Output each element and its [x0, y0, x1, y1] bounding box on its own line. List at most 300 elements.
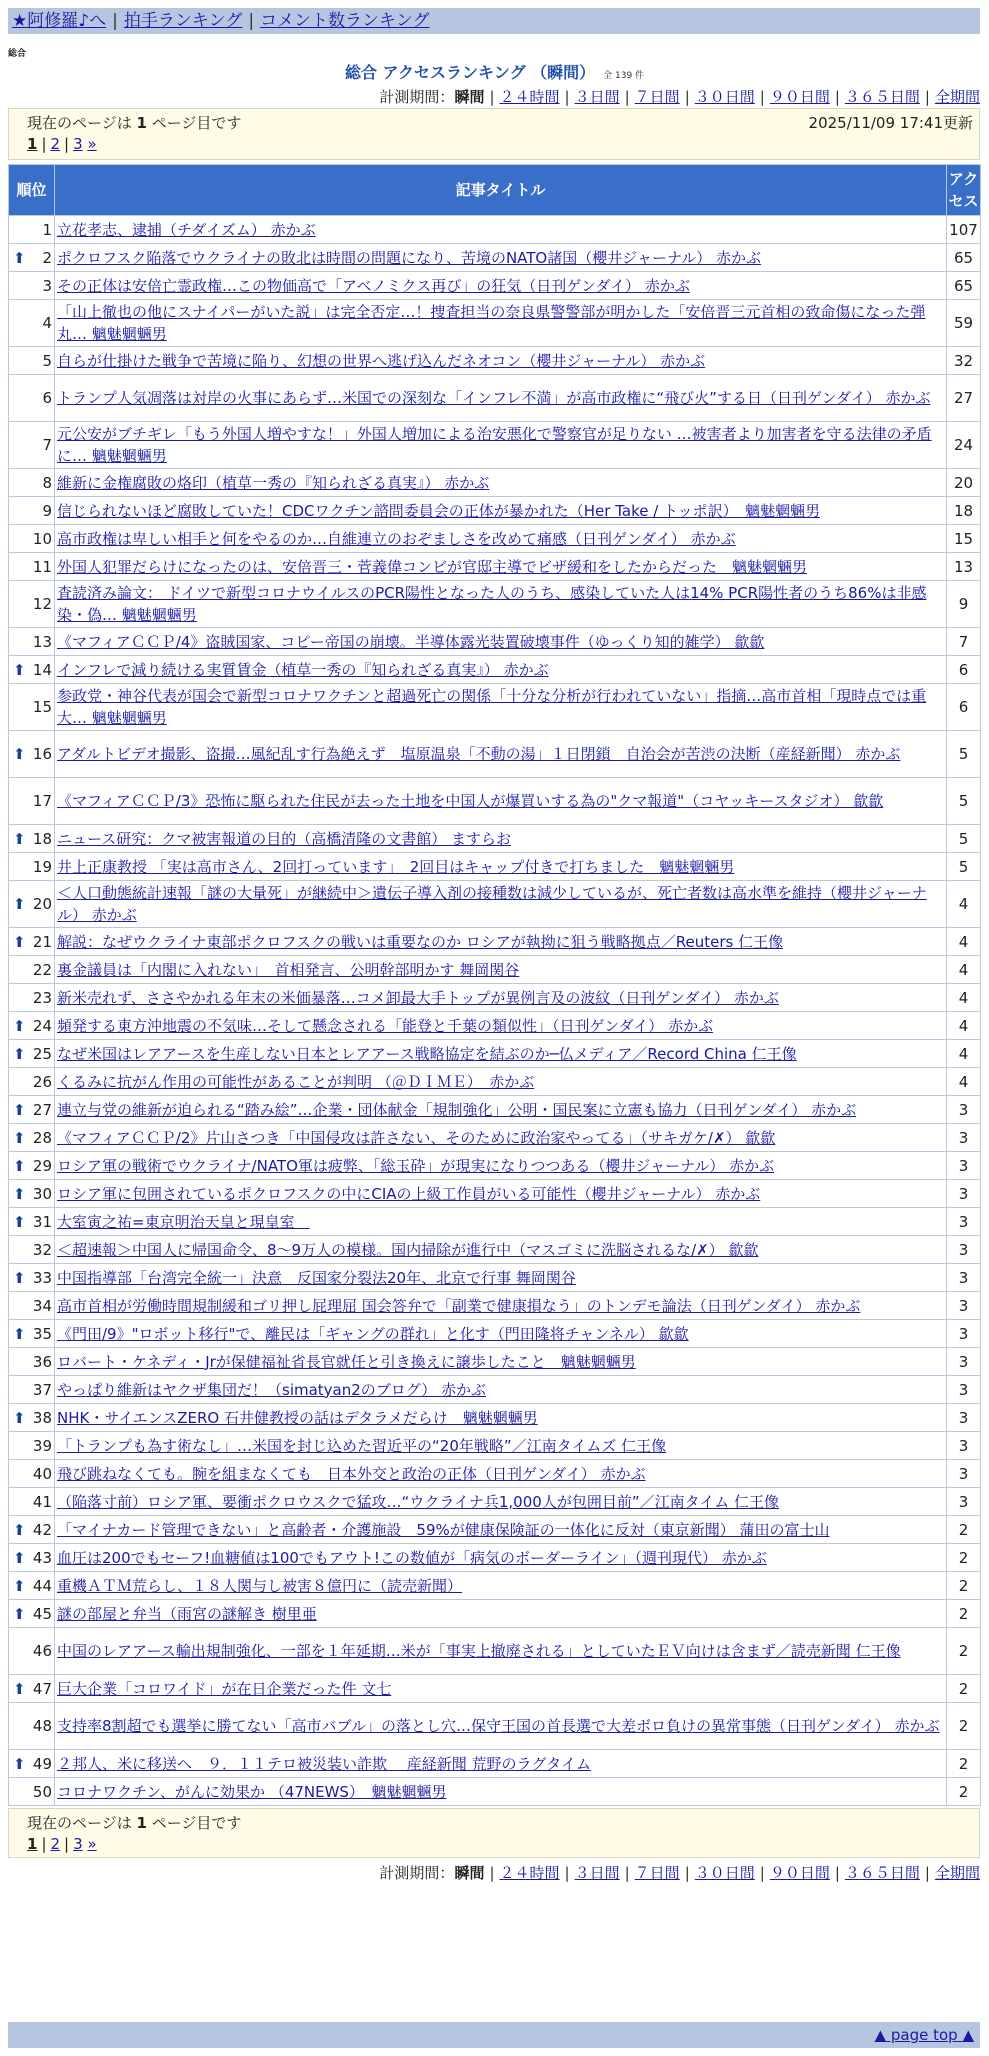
rank-cell — [9, 684, 55, 731]
title-cell — [55, 1488, 947, 1516]
rank-cell — [9, 525, 55, 553]
page-separator: | — [41, 135, 47, 153]
table-row — [9, 1600, 981, 1628]
up-arrow-icon: ⬆ — [13, 895, 26, 913]
period-link[interactable]: ３６５日間 — [844, 1864, 920, 1882]
up-arrow-icon: ⬆ — [13, 248, 26, 267]
table-row — [9, 1068, 981, 1096]
period-label: 計測期間： — [379, 88, 455, 106]
rank-cell — [9, 469, 55, 497]
article-link[interactable]: ニュース研究：クマ被害報道の目的（高橋清隆の文書館） ますらお — [57, 829, 512, 848]
table-row — [9, 1703, 981, 1750]
rank-cell — [9, 928, 55, 956]
period-separator: | — [924, 1864, 930, 1882]
table-row — [9, 1040, 981, 1068]
up-arrow-icon: ⬆ — [13, 1128, 26, 1147]
table-row — [9, 469, 981, 497]
rank-number: 24 — [32, 1016, 52, 1035]
rank-cell — [9, 1348, 55, 1376]
rank-cell — [9, 1208, 55, 1236]
rank-number: 45 — [32, 1604, 52, 1623]
period-link[interactable]: ３６５日間 — [844, 88, 920, 106]
up-arrow-icon: ⬆ — [13, 829, 26, 848]
rank-number: 39 — [32, 1436, 52, 1455]
table-row — [9, 497, 981, 525]
rank-cell — [9, 1516, 55, 1544]
rank-cell — [9, 731, 55, 778]
title-cell — [55, 553, 947, 581]
rank-number: 33 — [32, 1268, 52, 1287]
page-suffix: ページ目です — [151, 1814, 242, 1832]
table-row — [9, 422, 981, 469]
article-link[interactable]: 《マフィアＣＣＰ/4》盗賊国家、コピー帝国の崩壊。半導体露光装置破壊事件（ゆっくり知的雑学） 歙歙 — [57, 632, 765, 651]
access-count: 7 — [947, 628, 981, 656]
period-link[interactable]: ７日間 — [634, 1864, 680, 1882]
table-row — [9, 1096, 981, 1124]
rank-number: 40 — [32, 1464, 52, 1483]
article-link[interactable]: 飛び跳ねなくても。腕を組まなくても 日本外交と政治の正体（日刊ゲンダイ） 赤かぶ — [57, 1464, 646, 1483]
period-current: 瞬間 — [454, 88, 485, 106]
access-count: 2 — [947, 1778, 981, 1806]
title-cell — [55, 1012, 947, 1040]
title-cell — [55, 422, 947, 469]
rank-cell — [9, 1600, 55, 1628]
access-count: 3 — [947, 1152, 981, 1180]
access-count: 18 — [947, 497, 981, 525]
period-separator: | — [759, 88, 765, 106]
page-link[interactable]: 2 — [50, 135, 61, 153]
article-link[interactable]: 重機ＡＴＭ荒らし、１８人関与し被害８億円に（読売新聞） — [57, 1576, 463, 1595]
article-link[interactable]: インフレで減り続ける実質賃金（植草一秀の『知られざる真実』） 赤かぶ — [57, 660, 549, 679]
article-link[interactable]: 参政党・神谷代表が国会で新型コロナワクチンと超過死亡の関係「十分な分析が行われていない」指摘…高市首相「現時点では重大… 魑魅魍魎男 — [57, 687, 927, 727]
table-row — [9, 347, 981, 375]
rank-number: 14 — [32, 660, 52, 679]
nav-separator: | — [112, 11, 118, 31]
article-link[interactable]: ２邦人、米に移送へ ９．１１テロ被災装い詐欺 産経新聞 荒野のラグタイム — [57, 1754, 591, 1773]
period-separator: | — [924, 88, 930, 106]
rank-cell — [9, 1703, 55, 1750]
page-separator: | — [64, 135, 70, 153]
title-cell — [55, 1152, 947, 1180]
up-arrow-icon: ⬆ — [13, 1408, 26, 1427]
rank-number: 20 — [32, 895, 52, 913]
article-link[interactable]: 「山上徹也の他にスナイパーがいた説」は完全否定…！捜査担当の奈良県警警部が明かした「安倍晋三元首相の致命傷になった弾丸… 魑魅魍魎男 — [57, 303, 926, 343]
title-cell — [55, 1404, 947, 1432]
table-row — [9, 244, 981, 272]
rank-cell — [9, 497, 55, 525]
table-row — [9, 1208, 981, 1236]
article-link[interactable]: 連立与党の維新が迫られる“踏み絵”…企業・団体献金「規制強化」公明・国民案に立憲も協力（日刊ゲンダイ） 赤かぶ — [57, 1100, 857, 1119]
article-link[interactable]: 大室寅之祐=東京明治天皇と現皇室 — [57, 1212, 310, 1231]
page-prefix: 現在のページは — [27, 1814, 132, 1832]
article-link[interactable]: 高市政権は卑しい相手と何をやるのか…自維連立のおぞましさを改めて痛感（日刊ゲンダイ） 赤かぶ — [57, 529, 736, 548]
rank-cell — [9, 1180, 55, 1208]
table-row — [9, 853, 981, 881]
period-link[interactable]: 全期間 — [934, 1864, 980, 1882]
rank-number: 49 — [32, 1754, 52, 1773]
title-cell — [55, 1778, 947, 1806]
rank-cell — [9, 956, 55, 984]
article-link[interactable]: ロバート・ケネディ・Jrが保健福祉省長官就任と引き換えに譲歩したこと 魑魅魍魎男 — [57, 1352, 636, 1371]
period-link[interactable]: ３０日間 — [694, 88, 755, 106]
title-cell — [55, 1320, 947, 1348]
title-cell — [55, 1432, 947, 1460]
access-count: 3 — [947, 1292, 981, 1320]
header-title: 記事タイトル — [55, 165, 947, 216]
table-row — [9, 581, 981, 628]
period-link[interactable]: ２４時間 — [499, 1864, 560, 1882]
table-row — [9, 1180, 981, 1208]
access-count: 5 — [947, 825, 981, 853]
table-row — [9, 1544, 981, 1572]
table-row — [9, 1124, 981, 1152]
rank-cell — [9, 825, 55, 853]
rank-cell — [9, 1750, 55, 1778]
period-separator: | — [684, 88, 690, 106]
title-cell — [55, 1236, 947, 1264]
article-link[interactable]: 頻発する東方沖地震の不気味…そして懸念される「能登と千葉の類似性」（日刊ゲンダイ） 赤かぶ — [57, 1016, 714, 1035]
period-link[interactable]: ９０日間 — [769, 88, 830, 106]
rank-number: 6 — [42, 389, 52, 407]
up-arrow-icon: ⬆ — [13, 1212, 26, 1231]
title-cell — [55, 300, 947, 347]
access-count: 5 — [947, 778, 981, 825]
top-nav-bar — [8, 8, 980, 34]
article-link[interactable]: トランプ人気凋落は対岸の火事にあらず…米国での深刻な「インフレ不満」が高市政権に“飛び火”する日（日刊ゲンダイ） 赤かぶ — [57, 389, 931, 407]
rank-number: 17 — [32, 792, 52, 810]
article-link[interactable]: コロナワクチン、がんに効果か （47NEWS） 魑魅魍魎男 — [57, 1782, 447, 1801]
rank-cell — [9, 1292, 55, 1320]
rank-number: 31 — [32, 1212, 52, 1231]
article-link[interactable]: 「マイナカード管理できない」と高齢者・介護施設 59%が健康保険証の一体化に反対（東京新聞） 蒲田の富士山 — [57, 1520, 830, 1539]
pager-bottom — [8, 1808, 980, 1858]
access-count: 3 — [947, 1460, 981, 1488]
article-link[interactable]: くるみに抗がん作用の可能性があることが判明 （＠ＤＩＭＥ） 赤かぶ — [57, 1072, 535, 1091]
current-page-number: 1 — [136, 114, 147, 132]
rank-cell — [9, 853, 55, 881]
home-link[interactable]: ★阿修羅♪へ — [12, 11, 107, 31]
rank-number: 13 — [32, 632, 52, 651]
rank-cell — [9, 1068, 55, 1096]
rank-number: 2 — [42, 248, 52, 267]
rank-number: 27 — [32, 1100, 52, 1119]
rank-cell — [9, 1544, 55, 1572]
title-cell — [55, 628, 947, 656]
access-count: 3 — [947, 1320, 981, 1348]
access-count: 4 — [947, 881, 981, 928]
rank-cell — [9, 628, 55, 656]
up-arrow-icon: ⬆ — [13, 1184, 26, 1203]
up-arrow-icon: ⬆ — [13, 1016, 26, 1035]
article-link[interactable]: 中国指導部「台湾完全統一」決意 反国家分裂法20年、北京で行事 舞岡関谷 — [57, 1268, 576, 1287]
table-row — [9, 1292, 981, 1320]
rank-number: 38 — [32, 1408, 52, 1427]
table-row — [9, 684, 981, 731]
access-count: 15 — [947, 525, 981, 553]
title-cell — [55, 581, 947, 628]
rank-cell — [9, 347, 55, 375]
table-row — [9, 1675, 981, 1703]
current-page-text — [27, 1812, 241, 1833]
rank-cell — [9, 1376, 55, 1404]
article-link[interactable]: 信じられないほど腐敗していた！CDCワクチン諮問委員会の正体が暴かれた（Her Take / トッポ訳） 魑魅魍魎男 — [57, 501, 821, 520]
article-link[interactable]: ロシア軍に包囲されているポクロフスクの中にCIAの上級工作員がいる可能性（櫻井ジャーナル） 赤かぶ — [57, 1184, 761, 1203]
article-link[interactable]: 維新に金権腐敗の烙印（植草一秀の『知られざる真実』） 赤かぶ — [57, 473, 490, 492]
rank-number: 15 — [32, 698, 52, 716]
rank-number: 25 — [32, 1044, 52, 1063]
title-cell — [55, 1040, 947, 1068]
access-count: 4 — [947, 984, 981, 1012]
title-cell — [55, 1750, 947, 1778]
rank-cell — [9, 1488, 55, 1516]
next-page-link[interactable]: » — [87, 1835, 97, 1853]
article-link[interactable]: 支持率8割超でも選挙に勝てない「高市バブル」の落とし穴…保守王国の首長選で大差ボロ負けの異常事態（日刊ゲンダイ） 赤かぶ — [57, 1717, 940, 1735]
article-link[interactable]: その正体は安倍亡霊政権…この物価高で「アベノミクス再び」の狂気（日刊ゲンダイ） 赤かぶ — [57, 276, 690, 295]
rank-number: 44 — [32, 1576, 52, 1595]
up-arrow-icon: ⬆ — [13, 1754, 26, 1773]
table-row — [9, 778, 981, 825]
table-row — [9, 1750, 981, 1778]
rank-number: 42 — [32, 1520, 52, 1539]
period-separator: | — [489, 88, 495, 106]
rank-number: 22 — [32, 960, 52, 979]
rank-cell — [9, 1012, 55, 1040]
rank-number: 34 — [32, 1296, 52, 1315]
access-count: 3 — [947, 1124, 981, 1152]
title-cell — [55, 244, 947, 272]
up-arrow-icon: ⬆ — [13, 1520, 26, 1539]
up-arrow-icon: ⬆ — [13, 660, 26, 679]
period-separator: | — [834, 1864, 840, 1882]
period-selector-top — [379, 86, 980, 107]
rank-cell — [9, 1572, 55, 1600]
period-link[interactable]: ３日間 — [574, 1864, 620, 1882]
article-link[interactable]: 《門田/9》"ロボット移行"で、離民は「ギャングの群れ」と化す（門田隆将チャンネル） 歙歙 — [57, 1324, 689, 1343]
page-top-link[interactable]: ▲ page top ▲ — [874, 2026, 974, 2044]
access-count: 65 — [947, 244, 981, 272]
up-arrow-icon: ⬆ — [13, 1548, 26, 1567]
article-link[interactable]: 外国人犯罪だらけになったのは、安倍晋三・菅義偉コンビが官邸主導でビザ緩和をしたからだった 魑魅魍魎男 — [57, 557, 808, 576]
access-count: 13 — [947, 553, 981, 581]
rank-number: 16 — [32, 745, 52, 763]
rank-cell — [9, 1432, 55, 1460]
table-row — [9, 375, 981, 422]
table-row — [9, 1320, 981, 1348]
access-count: 32 — [947, 347, 981, 375]
access-count: 3 — [947, 1488, 981, 1516]
table-row — [9, 553, 981, 581]
rank-number: 48 — [32, 1717, 52, 1735]
page-prefix: 現在のページは — [27, 114, 132, 132]
rank-number: 32 — [32, 1240, 52, 1259]
article-link[interactable]: 元公安がブチギレ「もう外国人増やすな！」外国人増加による治安悪化で警察官が足りない …被害者より加害者を守る法律の矛盾に… 魑魅魍魎男 — [57, 425, 932, 465]
access-count: 4 — [947, 1012, 981, 1040]
article-link[interactable]: 「トランプも為す術なし」…米国を封じ込めた習近平の“20年戦略”／江南タイムズ 仁王像 — [57, 1436, 667, 1455]
table-row — [9, 1432, 981, 1460]
access-count: 2 — [947, 1628, 981, 1675]
table-row — [9, 1152, 981, 1180]
rank-number: 36 — [32, 1352, 52, 1371]
table-row — [9, 1460, 981, 1488]
rank-cell — [9, 553, 55, 581]
article-link[interactable]: NHK・サイエンスZERO 石井健教授の話はデタラメだらけ 魑魅魍魎男 — [57, 1408, 538, 1427]
access-count: 27 — [947, 375, 981, 422]
current-page-number: 1 — [136, 1814, 147, 1832]
title-cell — [55, 1068, 947, 1096]
rank-cell — [9, 1152, 55, 1180]
article-link[interactable]: やっぱり維新はヤクザ集団だ！（simatyan2のブログ） 赤かぶ — [57, 1380, 487, 1399]
article-link[interactable]: アダルトビデオ撮影、盗撮…風紀乱す行為絶えず 塩原温泉「不動の湯」１日閉鎖 自治会が苦渋の決断（産経新聞） 赤かぶ — [57, 745, 901, 763]
article-link[interactable]: （陥落寸前）ロシア軍、要衝ポクロウスクで猛攻…“ウクライナ兵1,000人が包囲目前”／江南タイム 仁王像 — [57, 1492, 780, 1511]
table-row — [9, 300, 981, 347]
access-count: 3 — [947, 1208, 981, 1236]
article-link[interactable]: 新米売れず、ささやかれる年末の米価暴落…コメ卸最大手トップが異例言及の波紋（日刊ゲンダイ） 赤かぶ — [57, 988, 779, 1007]
article-link[interactable]: 《マフィアＣＣＰ/2》片山さつき「中国侵攻は許さない、そのために政治家やってる」（サキガケ/✗） 歙歙 — [57, 1128, 776, 1147]
period-current: 瞬間 — [454, 1864, 485, 1882]
clap-ranking-link[interactable]: 拍手ランキング — [123, 11, 243, 31]
pager-top — [8, 108, 980, 160]
title-cell — [55, 272, 947, 300]
ranking-body — [9, 216, 981, 1806]
access-count: 3 — [947, 1096, 981, 1124]
access-count: 2 — [947, 1600, 981, 1628]
article-link[interactable]: 査読済み論文： ドイツで新型コロナウイルスのPCR陽性となった人のうち、感染していた人は14% PCR陽性者のうち86%は非感染・偽… 魑魅魍魎男 — [57, 584, 927, 624]
table-row — [9, 956, 981, 984]
table-row — [9, 1488, 981, 1516]
rank-number: 18 — [32, 829, 52, 848]
access-count: 3 — [947, 1404, 981, 1432]
article-link[interactable]: ＜人口動態統計速報「謎の大量死」が継続中＞遺伝子導入剤の接種数は減少しているが、死亡者数は高水準を維持（櫻井ジャーナル） 赤かぶ — [57, 884, 927, 924]
up-arrow-icon: ⬆ — [13, 1679, 26, 1698]
article-link[interactable]: 立花孝志、逮捕（チダイズム） 赤かぶ — [57, 220, 316, 239]
article-link[interactable]: 解説：なぜウクライナ東部ポクロフスクの戦いは重要なのか ロシアが執拗に狙う戦略拠点／Reuters 仁王像 — [57, 932, 784, 951]
access-count: 2 — [947, 1675, 981, 1703]
page-title: 総合 アクセスランキング （瞬間） — [344, 63, 596, 82]
title-cell — [55, 525, 947, 553]
article-link[interactable]: 井上正康教授 「実は高市さん、2回打っています」 2回目はキャップ付きで打ちました 魑魅魍魎男 — [57, 857, 735, 876]
article-link[interactable]: 高市首相が労働時間規制緩和ゴリ押し屁理屈 国会答弁で「副業で健康損なう」のトンデモ論法（日刊ゲンダイ） 赤かぶ — [57, 1296, 861, 1315]
page-separator: | — [64, 1835, 70, 1853]
rank-number: 8 — [42, 473, 52, 492]
article-link[interactable]: 中国のレアアース輸出規制強化、一部を１年延期…米が「事実上撤廃される」としていたＥＶ向けは含まず／読売新聞 仁王像 — [57, 1642, 901, 1660]
title-cell — [55, 469, 947, 497]
period-link[interactable]: ９０日間 — [769, 1864, 830, 1882]
table-row — [9, 881, 981, 928]
period-link[interactable]: ３０日間 — [694, 1864, 755, 1882]
table-row — [9, 525, 981, 553]
ranking-table — [8, 164, 981, 1806]
article-link[interactable]: 裏金議員は「内閣に入れない」 首相発言、公明幹部明かす 舞岡関谷 — [57, 960, 520, 979]
rank-number: 5 — [42, 351, 52, 370]
header-count: アクセス — [947, 165, 981, 216]
rank-cell — [9, 422, 55, 469]
title-cell — [55, 1376, 947, 1404]
title-cell — [55, 853, 947, 881]
article-link[interactable]: ポクロフスク陥落でウクライナの敗北は時間の問題になり、苦境のNATO諸国（櫻井ジャーナル） 赤かぶ — [57, 248, 761, 267]
article-link[interactable]: なぜ米国はレアアースを生産しない日本とレアアース戦略協定を結ぶのか─仏メディア／Record China 仁王像 — [57, 1044, 797, 1063]
page-link[interactable]: 2 — [50, 1835, 61, 1853]
access-count: 4 — [947, 1068, 981, 1096]
access-count: 9 — [947, 581, 981, 628]
rank-cell — [9, 375, 55, 422]
up-arrow-icon: ⬆ — [13, 1604, 26, 1623]
article-link[interactable]: 《マフィアＣＣＰ/3》恐怖に駆られた住民が去った土地を中国人が爆買いする為の"クマ報道"（コヤッキースタジオ） 歙歙 — [57, 792, 884, 810]
table-row — [9, 1404, 981, 1432]
rank-number: 47 — [32, 1679, 52, 1698]
access-count: 2 — [947, 1516, 981, 1544]
title-cell — [55, 1703, 947, 1750]
article-link[interactable]: ロシア軍の戦術でウクライナ/NATO軍は疲弊、「総玉砕」が現実になりつつある（櫻井ジャーナル） 赤かぶ — [57, 1156, 775, 1175]
article-link[interactable]: 血圧は200でもセーフ!血糖値は100でもアウト!この数値が「病気のボーダーライン」（週刊現代） 赤かぶ — [57, 1548, 767, 1567]
title-cell — [55, 1675, 947, 1703]
table-row — [9, 1236, 981, 1264]
rank-number: 4 — [42, 314, 52, 332]
rank-cell — [9, 1778, 55, 1806]
rank-cell — [9, 300, 55, 347]
title-cell — [55, 1292, 947, 1320]
up-arrow-icon: ⬆ — [13, 745, 26, 763]
title-cell — [55, 1096, 947, 1124]
rank-number: 9 — [42, 501, 52, 520]
access-count: 24 — [947, 422, 981, 469]
page-link-current: 1 — [27, 1835, 38, 1853]
rank-cell — [9, 1096, 55, 1124]
article-link[interactable]: 謎の部屋と弁当（雨宮の謎解き 樹里亜 — [57, 1604, 317, 1623]
article-link[interactable]: 巨大企業「コロワイド」が在日企業だった件 文七 — [57, 1679, 392, 1698]
rank-number: 11 — [32, 557, 52, 576]
page-separator: | — [41, 1835, 47, 1853]
access-count: 3 — [947, 1432, 981, 1460]
page-links — [27, 1835, 97, 1853]
next-page-link[interactable]: » — [87, 135, 97, 153]
rank-cell — [9, 1628, 55, 1675]
table-row — [9, 731, 981, 778]
title-cell — [55, 684, 947, 731]
period-selector-bottom — [379, 1862, 980, 1883]
page-link[interactable]: 3 — [73, 1835, 83, 1853]
access-count: 4 — [947, 928, 981, 956]
access-count: 3 — [947, 1180, 981, 1208]
access-count: 107 — [947, 216, 981, 244]
up-arrow-icon: ⬆ — [13, 1324, 26, 1343]
access-count: 4 — [947, 1040, 981, 1068]
nav-separator: | — [248, 11, 255, 31]
period-link[interactable]: ７日間 — [634, 88, 680, 106]
rank-number: 35 — [32, 1324, 52, 1343]
rank-cell — [9, 1320, 55, 1348]
current-page-text — [27, 112, 241, 133]
period-link[interactable]: 全期間 — [934, 88, 980, 106]
period-link[interactable]: ２４時間 — [499, 88, 560, 106]
period-link[interactable]: ３日間 — [574, 88, 620, 106]
rank-cell — [9, 216, 55, 244]
title-cell — [55, 1180, 947, 1208]
title-cell — [55, 825, 947, 853]
page-link[interactable]: 3 — [73, 135, 83, 153]
rank-number: 46 — [32, 1642, 52, 1660]
article-link[interactable]: ＜超速報＞中国人に帰国命令、8～9万人の模様。国内掃除が進行中（マスゴミに洗脳されるな/✗） 歙歙 — [57, 1240, 759, 1259]
rank-cell — [9, 1264, 55, 1292]
table-row — [9, 656, 981, 684]
up-arrow-icon: ⬆ — [13, 1268, 26, 1287]
access-count: 6 — [947, 684, 981, 731]
table-row — [9, 1376, 981, 1404]
article-link[interactable]: 自らが仕掛けた戦争で苦境に陥り、幻想の世界へ逃げ込んだネオコン（櫻井ジャーナル） 赤かぶ — [57, 351, 706, 370]
up-arrow-icon: ⬆ — [13, 932, 26, 951]
access-count: 3 — [947, 1236, 981, 1264]
comment-ranking-link[interactable]: コメント数ランキング — [260, 11, 430, 31]
rank-cell — [9, 1675, 55, 1703]
